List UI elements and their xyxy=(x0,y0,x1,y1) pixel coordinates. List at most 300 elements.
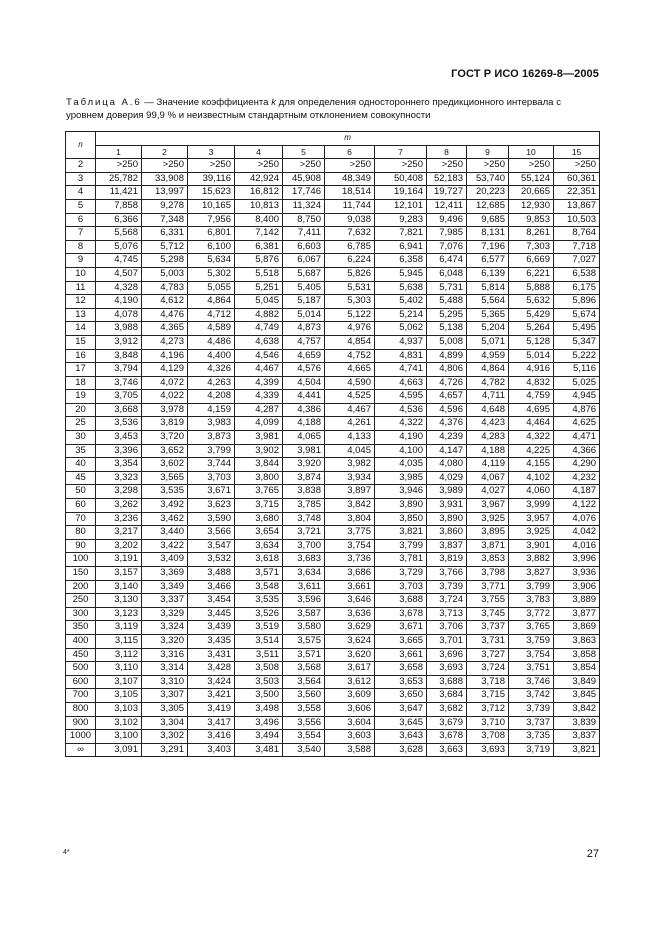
table-cell: 3,901 xyxy=(509,539,554,553)
table-cell: 5,888 xyxy=(509,281,554,295)
column-header: 7 xyxy=(375,145,427,159)
table-cell: 3,739 xyxy=(509,702,554,716)
table-cell: 3,742 xyxy=(509,689,554,703)
table-cell: 11,421 xyxy=(96,186,142,200)
table-cell: 4,261 xyxy=(325,417,375,431)
table-cell: 3,663 xyxy=(427,743,467,757)
table-cell: 3,934 xyxy=(325,471,375,485)
column-header: 4 xyxy=(235,145,283,159)
table-cell: 4,741 xyxy=(375,363,427,377)
table-cell: 4,022 xyxy=(142,390,188,404)
row-label-n: 150 xyxy=(66,567,96,581)
table-cell: 5,687 xyxy=(283,267,325,281)
table-cell: 3,746 xyxy=(96,376,142,390)
table-row xyxy=(66,689,600,703)
table-cell: 3,671 xyxy=(375,621,427,635)
table-cell: 3,105 xyxy=(96,689,142,703)
table-body xyxy=(66,159,600,757)
table-cell: 10,165 xyxy=(188,199,235,213)
column-header: 10 xyxy=(509,145,554,159)
table-cell: 11,324 xyxy=(283,199,325,213)
table-row xyxy=(66,607,600,621)
table-cell: 3,624 xyxy=(325,634,375,648)
table-cell: 3,103 xyxy=(96,702,142,716)
table-cell: 53,740 xyxy=(467,172,509,186)
row-label-n: 10 xyxy=(66,267,96,281)
table-cell: 3,679 xyxy=(427,716,467,730)
row-label-n: 40 xyxy=(66,458,96,472)
table-cell: 4,339 xyxy=(235,390,283,404)
table-row xyxy=(66,648,600,662)
table-cell: 4,155 xyxy=(509,458,554,472)
table-cell: 5,251 xyxy=(235,281,283,295)
row-label-n: 900 xyxy=(66,716,96,730)
table-cell: 3,590 xyxy=(188,512,235,526)
row-label-n: 70 xyxy=(66,512,96,526)
table-cell: 4,208 xyxy=(188,390,235,404)
table-cell: 4,188 xyxy=(467,444,509,458)
table-cell: 4,467 xyxy=(235,363,283,377)
table-cell: 3,785 xyxy=(283,499,325,513)
table-cell: 6,221 xyxy=(509,267,554,281)
table-cell: 4,366 xyxy=(554,444,600,458)
row-label-n: 90 xyxy=(66,539,96,553)
table-cell: 3,571 xyxy=(283,648,325,662)
table-cell: 3,422 xyxy=(142,539,188,553)
table-cell: 3,645 xyxy=(375,716,427,730)
table-cell: 5,045 xyxy=(235,295,283,309)
row-label-n: 800 xyxy=(66,702,96,716)
table-cell: 3,724 xyxy=(467,662,509,676)
table-cell: 9,283 xyxy=(375,213,427,227)
table-cell: 3,421 xyxy=(188,689,235,703)
table-cell: 3,508 xyxy=(235,662,283,676)
table-cell: 3,967 xyxy=(467,499,509,513)
table-cell: 3,751 xyxy=(509,662,554,676)
table-cell: 9,685 xyxy=(467,213,509,227)
table-cell: 3,431 xyxy=(188,648,235,662)
table-cell: 11,744 xyxy=(325,199,375,213)
table-cell: 3,794 xyxy=(96,363,142,377)
table-cell: 4,864 xyxy=(188,295,235,309)
table-cell: 3,798 xyxy=(467,567,509,581)
table-cell: 20,665 xyxy=(509,186,554,200)
table-cell: 3,775 xyxy=(325,526,375,540)
table-cell: 3,453 xyxy=(96,431,142,445)
table-cell: 4,831 xyxy=(375,349,427,363)
table-cell: 4,400 xyxy=(188,349,235,363)
table-cell: 6,175 xyxy=(554,281,600,295)
table-cell: 13,997 xyxy=(142,186,188,200)
table-cell: 4,196 xyxy=(142,349,188,363)
row-label-n: 400 xyxy=(66,634,96,648)
table-cell: 4,595 xyxy=(375,390,427,404)
table-cell: 5,731 xyxy=(427,281,467,295)
table-cell: 3,696 xyxy=(427,648,467,662)
table-cell: 3,532 xyxy=(188,553,235,567)
table-cell: 3,661 xyxy=(375,648,427,662)
table-cell: 3,602 xyxy=(142,458,188,472)
table-row xyxy=(66,390,600,404)
table-cell: 3,580 xyxy=(283,621,325,635)
table-cell: 3,719 xyxy=(509,743,554,757)
table-cell: 3,804 xyxy=(325,512,375,526)
row-header-n: n xyxy=(66,132,96,159)
column-header: 2 xyxy=(142,145,188,159)
table-cell: 5,402 xyxy=(375,295,427,309)
table-cell: 8,750 xyxy=(283,213,325,227)
table-cell: 3,858 xyxy=(554,648,600,662)
row-label-n: 350 xyxy=(66,621,96,635)
table-cell: 3,558 xyxy=(283,702,325,716)
column-header: 8 xyxy=(427,145,467,159)
row-label-n: 300 xyxy=(66,607,96,621)
table-cell: 4,129 xyxy=(142,363,188,377)
column-header: 15 xyxy=(554,145,600,159)
table-cell: 7,632 xyxy=(325,227,375,241)
table-cell: 3,500 xyxy=(235,689,283,703)
table-cell: 13,867 xyxy=(554,199,600,213)
table-cell: 3,682 xyxy=(427,702,467,716)
table-cell: 3,715 xyxy=(235,499,283,513)
table-row xyxy=(66,376,600,390)
row-label-n: 80 xyxy=(66,526,96,540)
table-cell: 3,849 xyxy=(554,675,600,689)
table-cell: 3,906 xyxy=(554,580,600,594)
table-cell: 4,225 xyxy=(509,444,554,458)
table-cell: 4,322 xyxy=(375,417,427,431)
table-cell: 3,157 xyxy=(96,567,142,581)
table-cell: 3,439 xyxy=(188,621,235,635)
table-cell: 3,890 xyxy=(375,499,427,513)
table-cell: 4,471 xyxy=(554,431,600,445)
table-cell: 3,658 xyxy=(375,662,427,676)
table-cell: 5,518 xyxy=(235,267,283,281)
table-cell: 3,291 xyxy=(142,743,188,757)
row-label-n: 7 xyxy=(66,227,96,241)
table-cell: 4,065 xyxy=(283,431,325,445)
table-cell: 4,937 xyxy=(375,335,427,349)
table-cell: 3,310 xyxy=(142,675,188,689)
table-cell: 4,782 xyxy=(467,376,509,390)
table-cell: 3,860 xyxy=(427,526,467,540)
table-cell: 6,785 xyxy=(325,240,375,254)
table-row xyxy=(66,322,600,336)
table-cell: 3,842 xyxy=(325,499,375,513)
table-cell: 3,112 xyxy=(96,648,142,662)
table-cell: 5,122 xyxy=(325,308,375,322)
table-cell: 3,650 xyxy=(375,689,427,703)
table-cell: 3,320 xyxy=(142,634,188,648)
table-row xyxy=(66,716,600,730)
table-cell: 8,261 xyxy=(509,227,554,241)
table-cell: 15,623 xyxy=(188,186,235,200)
table-cell: 4,612 xyxy=(142,295,188,309)
table-cell: 3,535 xyxy=(235,594,283,608)
table-cell: 3,703 xyxy=(188,471,235,485)
table-cell: 3,771 xyxy=(467,580,509,594)
table-cell: 3,419 xyxy=(188,702,235,716)
table-cell: 3,854 xyxy=(554,662,600,676)
table-cell: 3,369 xyxy=(142,567,188,581)
table-cell: 3,845 xyxy=(554,689,600,703)
table-cell: 4,757 xyxy=(283,335,325,349)
table-cell: 5,826 xyxy=(325,267,375,281)
table-cell: 4,399 xyxy=(235,376,283,390)
table-cell: 3,737 xyxy=(509,716,554,730)
table-cell: 4,365 xyxy=(142,322,188,336)
table-cell: 3,712 xyxy=(467,702,509,716)
table-cell: 5,712 xyxy=(142,240,188,254)
table-cell: >250 xyxy=(509,159,554,173)
row-label-n: 19 xyxy=(66,390,96,404)
table-cell: 4,712 xyxy=(188,308,235,322)
table-cell: 4,376 xyxy=(427,417,467,431)
table-cell: 4,290 xyxy=(554,458,600,472)
table-cell: 3,799 xyxy=(509,580,554,594)
table-cell: 7,858 xyxy=(96,199,142,213)
table-cell: 3,842 xyxy=(554,702,600,716)
table-row xyxy=(66,553,600,567)
table-cell: 42,924 xyxy=(235,172,283,186)
table-cell: 3,799 xyxy=(375,539,427,553)
table-row xyxy=(66,403,600,417)
table-cell: 5,347 xyxy=(554,335,600,349)
table-cell: 5,488 xyxy=(427,295,467,309)
table-cell: 4,159 xyxy=(188,403,235,417)
column-group-header-m: m xyxy=(96,132,600,146)
table-cell: 50,408 xyxy=(375,172,427,186)
table-cell: 3,869 xyxy=(554,621,600,635)
table-cell: 3,440 xyxy=(142,526,188,540)
table-cell: 5,298 xyxy=(142,254,188,268)
table-cell: 3,765 xyxy=(235,485,283,499)
table-cell: 3,304 xyxy=(142,716,188,730)
table-cell: 5,014 xyxy=(509,349,554,363)
table-cell: 3,236 xyxy=(96,512,142,526)
table-cell: 3,853 xyxy=(467,553,509,567)
table-cell: 4,525 xyxy=(325,390,375,404)
table-cell: 4,916 xyxy=(509,363,554,377)
table-cell: 4,283 xyxy=(467,431,509,445)
table-cell: 6,358 xyxy=(375,254,427,268)
table-cell: 4,873 xyxy=(283,322,325,336)
table-cell: 3,323 xyxy=(96,471,142,485)
table-row xyxy=(66,417,600,431)
table-cell: 6,538 xyxy=(554,267,600,281)
table-row xyxy=(66,227,600,241)
table-cell: 3,488 xyxy=(188,567,235,581)
table-cell: 7,027 xyxy=(554,254,600,268)
table-cell: 4,711 xyxy=(467,390,509,404)
table-cell: 3,772 xyxy=(509,607,554,621)
table-cell: 3,540 xyxy=(283,743,325,757)
table-cell: 5,264 xyxy=(509,322,554,336)
table-cell: 4,263 xyxy=(188,376,235,390)
table-cell: 5,295 xyxy=(427,308,467,322)
table-cell: 3,102 xyxy=(96,716,142,730)
table-cell: 5,003 xyxy=(142,267,188,281)
table-cell: 4,190 xyxy=(96,295,142,309)
table-cell: 4,507 xyxy=(96,267,142,281)
table-cell: 3,713 xyxy=(427,607,467,621)
table-cell: 3,989 xyxy=(427,485,467,499)
table-cell: 16,812 xyxy=(235,186,283,200)
table-cell: 3,091 xyxy=(96,743,142,757)
table-cell: 4,899 xyxy=(427,349,467,363)
table-cell: 3,435 xyxy=(188,634,235,648)
row-label-n: 12 xyxy=(66,295,96,309)
table-cell: 4,876 xyxy=(554,403,600,417)
row-label-n: 35 xyxy=(66,444,96,458)
table-cell: 3,496 xyxy=(235,716,283,730)
table-cell: 3,765 xyxy=(509,621,554,635)
table-cell: 4,035 xyxy=(375,458,427,472)
table-cell: 3,985 xyxy=(375,471,427,485)
table-cell: 3,936 xyxy=(554,567,600,581)
table-cell: 3,566 xyxy=(188,526,235,540)
table-cell: 5,071 xyxy=(467,335,509,349)
table-cell: 4,648 xyxy=(467,403,509,417)
table-cell: 3,754 xyxy=(509,648,554,662)
table-cell: 3,316 xyxy=(142,648,188,662)
table-cell: 4,832 xyxy=(509,376,554,390)
table-cell: 4,326 xyxy=(188,363,235,377)
row-label-n: 1000 xyxy=(66,730,96,744)
table-cell: 3,462 xyxy=(142,512,188,526)
table-cell: 3,565 xyxy=(142,471,188,485)
table-cell: 7,821 xyxy=(375,227,427,241)
table-cell: 3,746 xyxy=(509,675,554,689)
table-cell: 3,912 xyxy=(96,335,142,349)
table-cell: 45,908 xyxy=(283,172,325,186)
table-cell: 4,745 xyxy=(96,254,142,268)
table-cell: 3,897 xyxy=(325,485,375,499)
table-cell: 3,466 xyxy=(188,580,235,594)
table-cell: 5,876 xyxy=(235,254,283,268)
table-cell: 4,486 xyxy=(188,335,235,349)
table-row xyxy=(66,199,600,213)
table-cell: 3,409 xyxy=(142,553,188,567)
row-label-n: 250 xyxy=(66,594,96,608)
table-row xyxy=(66,186,600,200)
column-header: 5 xyxy=(283,145,325,159)
table-cell: 4,072 xyxy=(142,376,188,390)
table-cell: 6,100 xyxy=(188,240,235,254)
table-cell: 3,737 xyxy=(467,621,509,635)
table-cell: 3,652 xyxy=(142,444,188,458)
table-cell: 8,764 xyxy=(554,227,600,241)
column-header: 9 xyxy=(467,145,509,159)
table-cell: 20,223 xyxy=(467,186,509,200)
table-cell: 3,329 xyxy=(142,607,188,621)
table-cell: 3,683 xyxy=(283,553,325,567)
row-label-n: 13 xyxy=(66,308,96,322)
table-cell: 7,348 xyxy=(142,213,188,227)
table-cell: 3,130 xyxy=(96,594,142,608)
row-label-n: 18 xyxy=(66,376,96,390)
table-cell: 3,783 xyxy=(509,594,554,608)
table-cell: 3,821 xyxy=(375,526,427,540)
table-row xyxy=(66,471,600,485)
table-cell: 3,634 xyxy=(235,539,283,553)
table-cell: 3,721 xyxy=(283,526,325,540)
table-cell: 3,981 xyxy=(235,431,283,445)
table-cell: 4,122 xyxy=(554,499,600,513)
column-header: 3 xyxy=(188,145,235,159)
table-cell: 3,634 xyxy=(283,567,325,581)
table-cell: 4,504 xyxy=(283,376,325,390)
table-row xyxy=(66,539,600,553)
table-cell: 3,688 xyxy=(427,675,467,689)
table-cell: 5,638 xyxy=(375,281,427,295)
table-cell: 4,232 xyxy=(554,471,600,485)
table-cell: 4,576 xyxy=(283,363,325,377)
table-cell: 3,492 xyxy=(142,499,188,513)
table-cell: 5,896 xyxy=(554,295,600,309)
table-cell: 3,925 xyxy=(467,512,509,526)
table-cell: 3,731 xyxy=(467,634,509,648)
table-cell: 5,025 xyxy=(554,376,600,390)
table-cell: 3,844 xyxy=(235,458,283,472)
table-cell: 3,710 xyxy=(467,716,509,730)
table-cell: 10,503 xyxy=(554,213,600,227)
table-cell: 3,575 xyxy=(283,634,325,648)
table-cell: 7,303 xyxy=(509,240,554,254)
table-cell: 9,278 xyxy=(142,199,188,213)
table-cell: 5,116 xyxy=(554,363,600,377)
table-cell: 3,262 xyxy=(96,499,142,513)
caption-text-before: — Значение коэффициента xyxy=(141,97,272,108)
table-cell: 4,287 xyxy=(235,403,283,417)
table-cell: 3,819 xyxy=(142,417,188,431)
table-cell: 4,657 xyxy=(427,390,467,404)
table-cell: 3,511 xyxy=(235,648,283,662)
row-label-n: 5 xyxy=(66,199,96,213)
table-cell: 3,701 xyxy=(427,634,467,648)
table-cell: 12,101 xyxy=(375,199,427,213)
table-cell: 17,746 xyxy=(283,186,325,200)
table-cell: 3,671 xyxy=(188,485,235,499)
table-cell: 3,503 xyxy=(235,675,283,689)
table-row xyxy=(66,567,600,581)
table-cell: 7,196 xyxy=(467,240,509,254)
table-cell: 5,128 xyxy=(509,335,554,349)
table-row xyxy=(66,159,600,173)
table-cell: 3,678 xyxy=(427,730,467,744)
table-row xyxy=(66,458,600,472)
table-cell: 3,526 xyxy=(235,607,283,621)
table-cell: 3,890 xyxy=(427,512,467,526)
table-cell: 4,959 xyxy=(467,349,509,363)
table-cell: 4,187 xyxy=(554,485,600,499)
table-cell: 3,744 xyxy=(188,458,235,472)
row-label-n: 11 xyxy=(66,281,96,295)
table-cell: 4,783 xyxy=(142,281,188,295)
table-cell: 3,302 xyxy=(142,730,188,744)
table-cell: 9,038 xyxy=(325,213,375,227)
table-cell: 3,708 xyxy=(467,730,509,744)
table-cell: 3,678 xyxy=(375,607,427,621)
table-cell: 4,060 xyxy=(509,485,554,499)
table-cell: 3,754 xyxy=(325,539,375,553)
table-cell: 3,759 xyxy=(509,634,554,648)
table-cell: 3,354 xyxy=(96,458,142,472)
table-cell: 3,748 xyxy=(283,512,325,526)
row-label-n: 60 xyxy=(66,499,96,513)
table-cell: >250 xyxy=(467,159,509,173)
table-cell: 3,424 xyxy=(188,675,235,689)
